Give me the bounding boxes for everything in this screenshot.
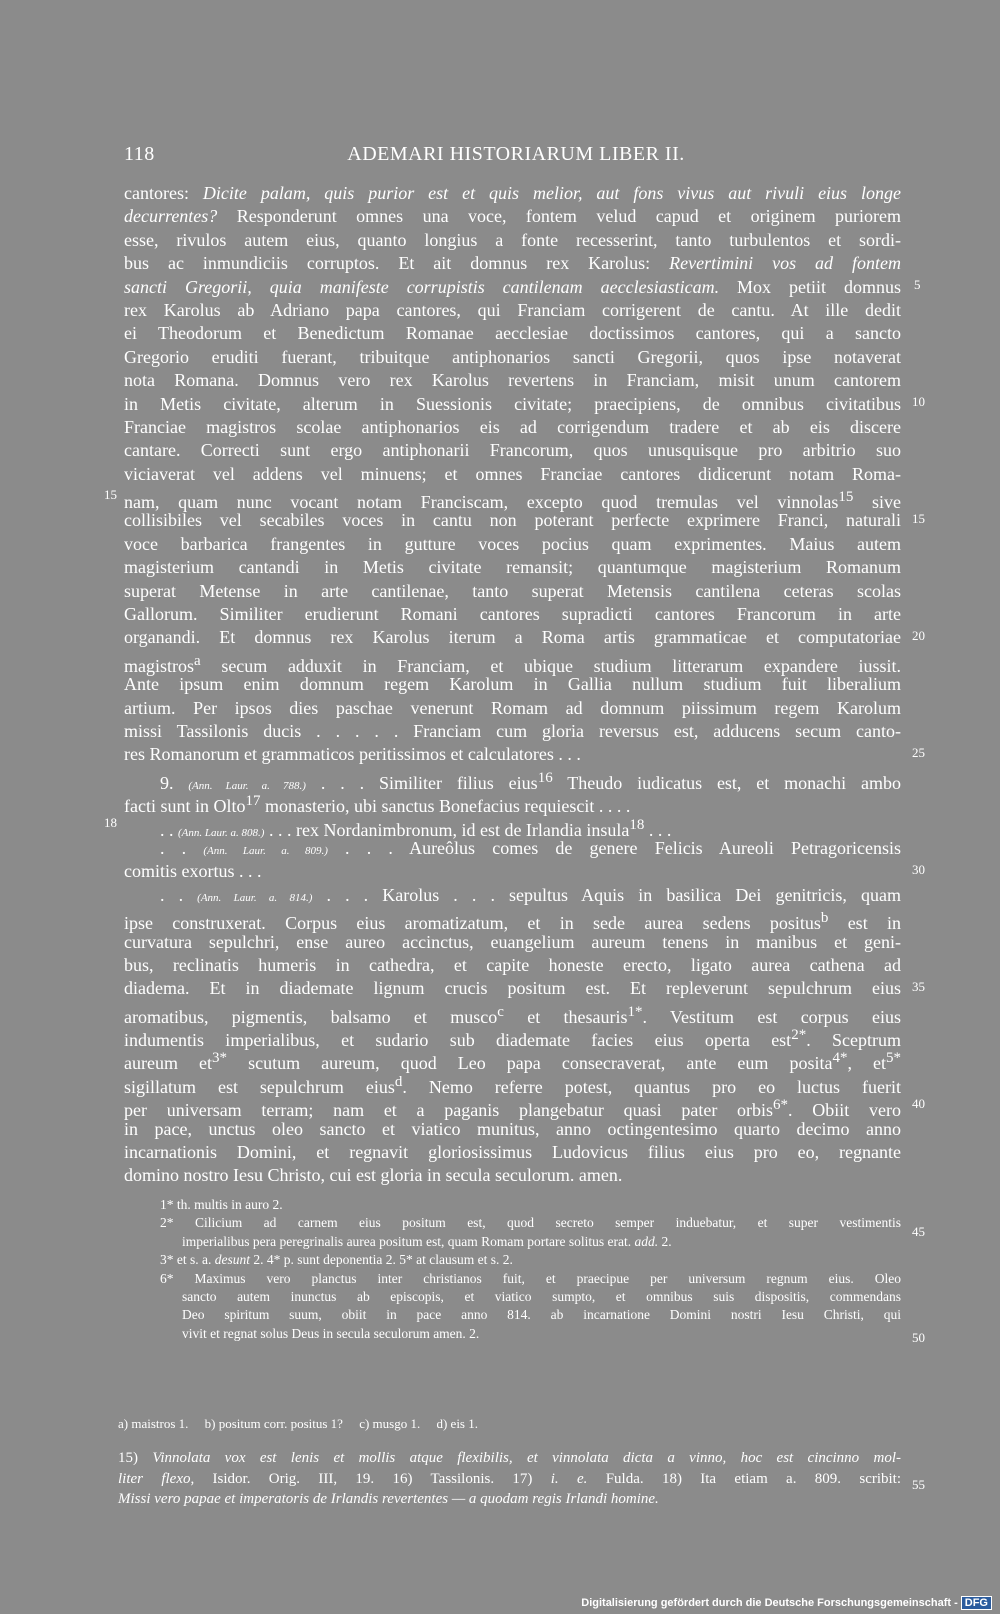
text-line: sancti Gregorii, quia manifeste corrupistis cantilenam aecclesiasticam. Mox petiit domnus [124,276,901,297]
main-text [124,182,901,1188]
text-line: 9. (Ann. Laur. a. 788.) . . . Similiter filius eius$^{16}$ Theudo iudicatus est, et monachi ambo [160,769,902,793]
text-line: superat Metense in arte cantilenae, tanto superat Metensis cantilena ceteras scolas [124,580,901,601]
page-number: 118 [124,143,155,165]
text-line: Gallorum. Similiter erudierunt Romani cantores supradicti cantores Francorum in arte [124,604,901,625]
text-line: indumentis imperialibus, et sudario sub diademate facies eius operta est$^{2*}$. Sceptrum [124,1027,901,1051]
variant-note: sancto autem inunctus ab episcopis, et viatico sumpto, et omnibus suis dispositis, commendans [182,1288,901,1304]
text-line: organandi. Et domnus rex Karolus iterum a Roma artis grammaticae et computatoriae [124,627,901,648]
margin-number: 40 [912,1096,925,1111]
text-line: . . (Ann. Laur. a. 808.) . . . rex Nordanimbronum, id est de Irlandia insula$^{18}$ . . . [160,816,672,840]
variant-notes [124,1196,901,1343]
text-line: bus ac inmundiciis corruptos. Et ait domnus rex Karolus: Revertimini vos ad fontem [124,253,901,274]
text-line: Ante ipsum enim domnum regem Karolum in Gallia nullum studium fuit liberalium [124,674,901,695]
margin-number: 15 [912,511,925,526]
margin-number: 18 [104,815,117,830]
margin-number: 45 [912,1224,925,1239]
text-line: Franciae magistros scolae antiphonarios eis ad corrigendum tradere et ab eis discere [124,416,901,437]
margin-number: 35 [912,979,925,994]
variant-note: vivit et regnat solus Deus in secula seculorum amen. 2. [182,1325,480,1341]
running-title: ADEMARI HISTORIARUM LIBER II. [347,143,685,165]
margin-number: 55 [912,1477,925,1492]
dfg-credit [581,1596,992,1610]
margin-number: 25 [912,745,925,760]
editorial-notes: a) maistros 1. b) positum corr. positus 1? c) musgo 1. d) eis 1. [118,1416,478,1431]
text-line: nam, quam nunc vocant notam Franciscam, excepto quod tremulas vel vinnolas$^{15}$ sive [124,489,901,513]
page-header [124,143,908,173]
margin-number: 5 [914,277,921,292]
footnotes [118,1448,901,1510]
text-line: cantare. Correcti sunt ergo antiphonarii Francorum, quos unusquisque pro arbitrio suo [124,440,901,461]
margin-number: 15 [104,487,117,502]
text-line: magistros$^a$ secum adduxit in Franciam, et ubique studium litterarum expandere iussit. [124,652,901,676]
text-line: domino nostro Iesu Christo, cui est gloria in secula seculorum. amen. [124,1165,623,1186]
text-line: comitis exortus . . . [124,861,262,882]
text-line: decurrentes? Responderunt omnes una voce, fontem velud capud et originem puriorem [124,206,901,227]
text-line: . . (Ann. Laur. a. 814.) . . . Karolus . . . sepultus Aquis in basilica Dei genitricis, quam [160,884,901,905]
variant-note: 3* et s. a. desunt 2. 4* p. sunt deponentia 2. 5* at clausum et s. 2. [160,1252,513,1268]
variant-note: 2* Cilicium ad carnem eius positum est, quod secreto semper induebatur, et super vestimentis [160,1215,901,1231]
text-line: artium. Per ipsos dies paschae venerunt Romam ad domnum piissimum regem Karolum [124,697,901,718]
text-line: in pace, unctus oleo sancto et viatico munitus, anno octingentesimo quarto decimo anno [124,1118,901,1139]
text-line: facti sunt in Olto$^{17}$ monasterio, ubi sanctus Bonefacius requiescit . . . . [124,793,631,817]
variant-note: imperialibus pera peregrinalis aurea positum est, quam Romam portare solitus erat. add. 2. [182,1233,672,1249]
variant-note: 6* Maximus vero planctus inter christianos fuit, et praecipue per universum regnum eius. Oleo [160,1270,901,1286]
text-line: magisterium cantandi in Metis civitate remansit; quantumque magisterium Romanum [124,557,901,578]
text-line: viciaverat vel addens vel minuens; et omnes Franciae cantores didicerunt notam Roma- [124,463,901,484]
credit-text: Digitalisierung gefördert durch die Deutsche Forschungsgemeinschaft - [581,1597,958,1609]
text-line: aureum $et^{3*}$ scutum aureum, quod Leo papa consecraverat, ante eum posita$^{4*}$, $et^{5*}$ [124,1050,901,1074]
variant-note: 1* th. multis in auro 2. [160,1197,283,1212]
margin-number: 20 [912,628,925,643]
text-line: collisibiles vel secabiles voces in cantu non poterant perfecte exprimere Franci, naturali [124,510,901,531]
margin-number: 30 [912,862,925,877]
text-line: rex Karolus ab Adriano papa cantores, qui Franciam corrigerent de cantu. At ille dedit [124,299,901,320]
text-line: Gregorio eruditi fuerant, tribuitque antiphonarios sancti Gregorii, quos ipse notaverat [124,346,901,367]
variant-note: Deo spiritum suum, obiit in pace anno 814. ab incarnatione Domini nostri Iesu Christi, qui [182,1307,901,1323]
text-line: incarnationis Domini, et regnavit gloriosissimus Ludovicus filius eius pro eo, regnante [124,1142,901,1163]
text-line: nota Romana. Domnus vero rex Karolus revertens in Franciam, misit unum cantorem [124,370,901,391]
text-line: aromatibus, pigmentis, balsamo et musco$^c$ et thesauris$^{1*}$. Vestitum est corpus eius [124,1003,901,1027]
text-line: voce barbarica frangentes in gutture voces pocius quam exprimentes. Maius autem [124,533,901,554]
footnote: liter flexo, Isidor. Orig. III, 19. 16) Tassilonis. 17) i. e. Fulda. 18) Ita etiam a. 809. scribit: [118,1470,902,1487]
text-line: sigillatum est sepulchrum eius$^d$. Nemo referre potest, quantus pro eo luctus fuerit [124,1073,901,1097]
text-line: missi Tassilonis ducis . . . . . Franciam cum gloria reversus est, adducens secum canto- [124,720,901,741]
margin-number: 10 [912,394,925,409]
dfg-logo: DFG [961,1596,992,1610]
text-line: ipse construxerat. Corpus eius aromatizatum, et in sede aurea sedens positus$^b$ est in [124,910,901,934]
text-line: curvatura sepulchri, ense aureo accinctus, euangelium aureum tenens in manibus et geni- [124,931,901,952]
text-line: in Metis civitate, alterum in Suessionis civitate; praecipiens, de omnibus civitatibus [124,393,901,414]
text-line: bus, reclinatis humeris in cathedra, et capite honeste erecto, ligato aurea cathena ad [124,954,901,975]
text-line: cantores: Dicite palam, quis purior est et quis melior, aut fons vivus aut rivuli eius longe [124,183,901,203]
text-line: . . (Ann. Laur. a. 809.) . . . Aureôlus comes de genere Felicis Aureoli Petragoricensis [160,837,901,858]
text-line: ei Theodorum et Benedictum Romanae aecclesiae doctissimos cantores, qui a sancto [124,323,901,344]
footnote: Missi vero papae et imperatoris de Irlandis revertentes — a quodam regis Irlandi homine. [118,1491,659,1507]
text-line: esse, rivulos autem eius, quanto longius a fonte recesserint, tanto turbulentos et sordi- [124,229,901,250]
text-line: per universam terram; nam et a paganis plangebatur quasi pater orbis$^{6*}$. Obiit vero [124,1097,901,1121]
margin-number: 50 [912,1330,925,1345]
text-line: res Romanorum et grammaticos peritissimos et calculatores . . . [124,744,581,765]
footnote: 15) Vinnolata vox est lenis et mollis atque flexibilis, et vinnolata dicta a vinno, hoc est cincinno mol- [118,1450,901,1466]
text-line: diadema. Et in diademate lignum crucis positum est. Et repleverunt sepulchrum eius [124,978,901,999]
